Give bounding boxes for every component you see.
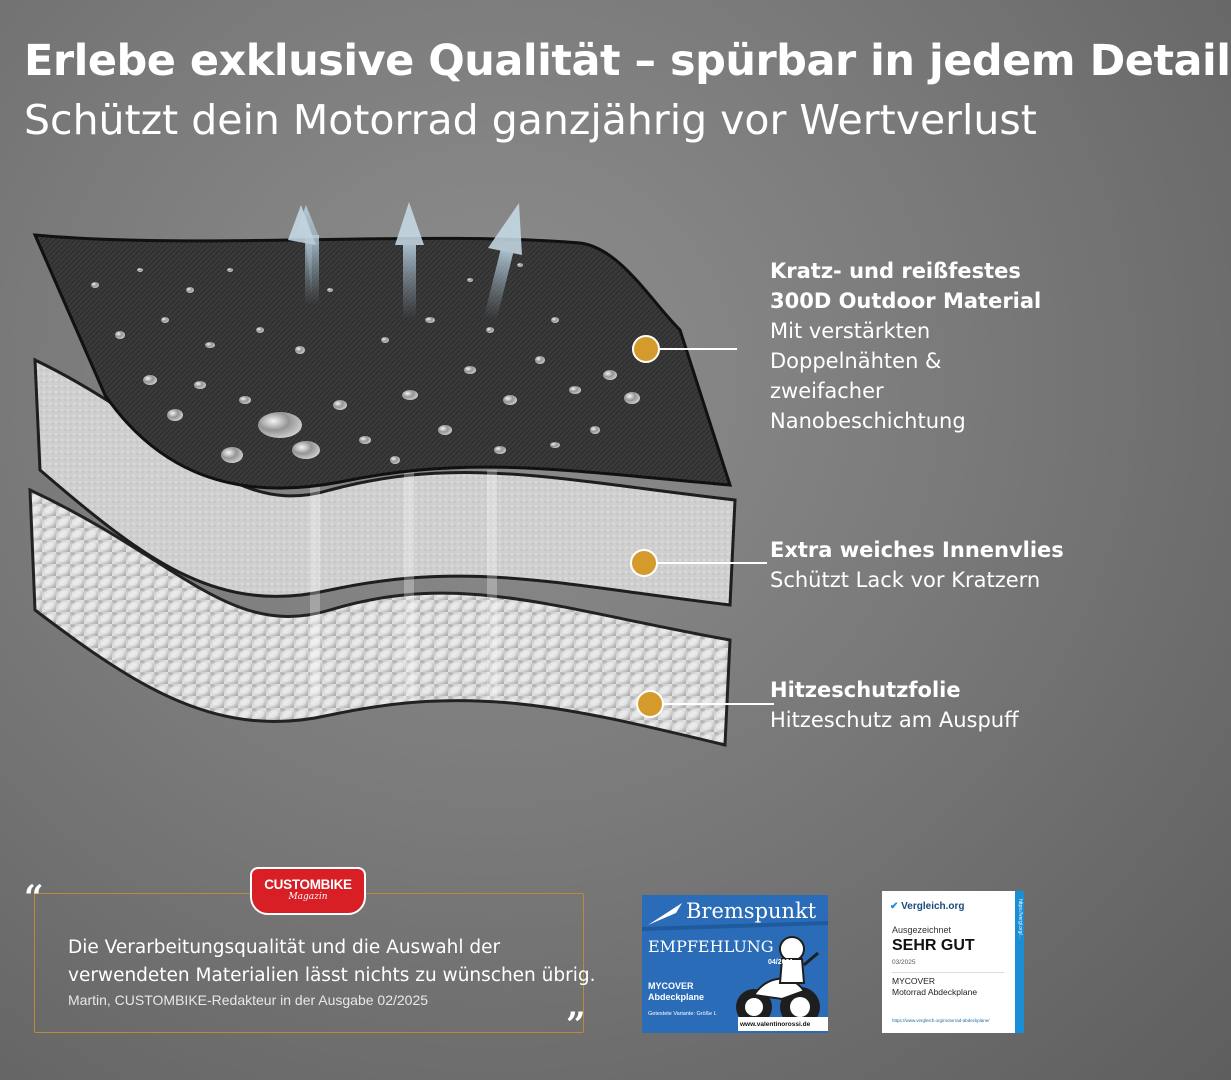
vergleich-label: Ausgezeichnet — [892, 925, 952, 935]
product-line: MYCOVER — [892, 976, 935, 986]
quote-line: verwendeten Materialien lässt nichts zu wünschen übrig. — [68, 965, 596, 986]
feature-title-line: Kratz- und reißfestes — [770, 259, 1021, 283]
callout-marker-foil — [636, 690, 774, 718]
product-line: MYCOVER — [648, 981, 694, 991]
vergleich-award-badge — [882, 891, 1024, 1033]
testimonial-author: Martin, CUSTOMBIKE-Redakteur in der Ausgabe 02/2025 — [68, 992, 429, 1008]
vergleich-logo — [890, 901, 965, 912]
callout-marker-fleece — [630, 549, 767, 577]
feature-label-foil — [770, 675, 1019, 735]
callout-dot — [630, 549, 658, 577]
feature-title-line: 300D Outdoor Material — [770, 289, 1042, 313]
testimonial-quote — [68, 934, 596, 990]
callout-line — [664, 703, 774, 705]
callout-line — [658, 562, 767, 564]
callout-dot — [636, 690, 664, 718]
vergleich-divider — [892, 972, 1004, 973]
material-layers-illustration — [0, 180, 760, 760]
close-quote-mark: ” — [566, 1005, 586, 1045]
callout-line — [660, 348, 737, 350]
feature-label-fabric — [770, 256, 1041, 436]
vergleich-logo-text: Vergleich.org — [901, 901, 965, 912]
bremspunkt-award-badge — [642, 895, 828, 1033]
callout-dot — [632, 335, 660, 363]
feature-text-line: zweifacher — [770, 379, 884, 403]
custombike-logo — [250, 867, 366, 915]
vergleich-product — [892, 976, 977, 998]
bremspunkt-swoosh-icon — [648, 903, 682, 925]
bremspunkt-label: EMPFEHLUNG — [648, 937, 774, 956]
feature-text-line: Mit verstärkten — [770, 319, 931, 343]
custombike-logo-text: CUSTOMBIKE — [264, 877, 352, 892]
custombike-logo-sub: Magazin — [288, 892, 328, 902]
check-icon: ✔ — [890, 901, 899, 912]
feature-text-line: Nanobeschichtung — [770, 409, 966, 433]
bremspunkt-variant: Getestete Variante: Größe L — [648, 1011, 717, 1017]
headline: Erlebe exklusive Qualität – spürbar in jedem Detail — [24, 36, 1231, 86]
vergleich-side-url: https://vergl.org/... — [1017, 899, 1023, 940]
feature-label-fleece — [770, 535, 1064, 595]
quote-line: Die Verarbeitungsqualität und die Auswahl der — [68, 937, 501, 958]
rider-icon — [780, 937, 804, 961]
bremspunkt-url: www.valentinorossi.de — [740, 1021, 811, 1028]
feature-title: Hitzeschutzfolie — [770, 678, 961, 702]
vergleich-url: https://www.vergleich.org/motorrad-abdeckplane/ — [892, 1018, 990, 1023]
vergleich-date: 03/2025 — [892, 959, 916, 966]
feature-text: Schützt Lack vor Kratzern — [770, 568, 1041, 592]
product-line: Abdeckplane — [648, 992, 705, 1002]
feature-text-line: Doppelnähten & — [770, 349, 942, 373]
feature-text: Hitzeschutz am Auspuff — [770, 708, 1019, 732]
product-line: Motorrad Abdeckplane — [892, 987, 978, 997]
feature-title: Extra weiches Innenvlies — [770, 538, 1064, 562]
vergleich-grade: SEHR GUT — [892, 937, 975, 954]
bremspunkt-product — [648, 981, 704, 1003]
bremspunkt-date: 04/2021 — [768, 959, 794, 966]
subline: Schützt dein Motorrad ganzjährig vor Wertverlust — [24, 96, 1037, 144]
callout-marker-fabric — [632, 335, 737, 363]
bremspunkt-title: Bremspunkt — [686, 899, 817, 923]
open-quote-mark: “ — [24, 878, 44, 918]
